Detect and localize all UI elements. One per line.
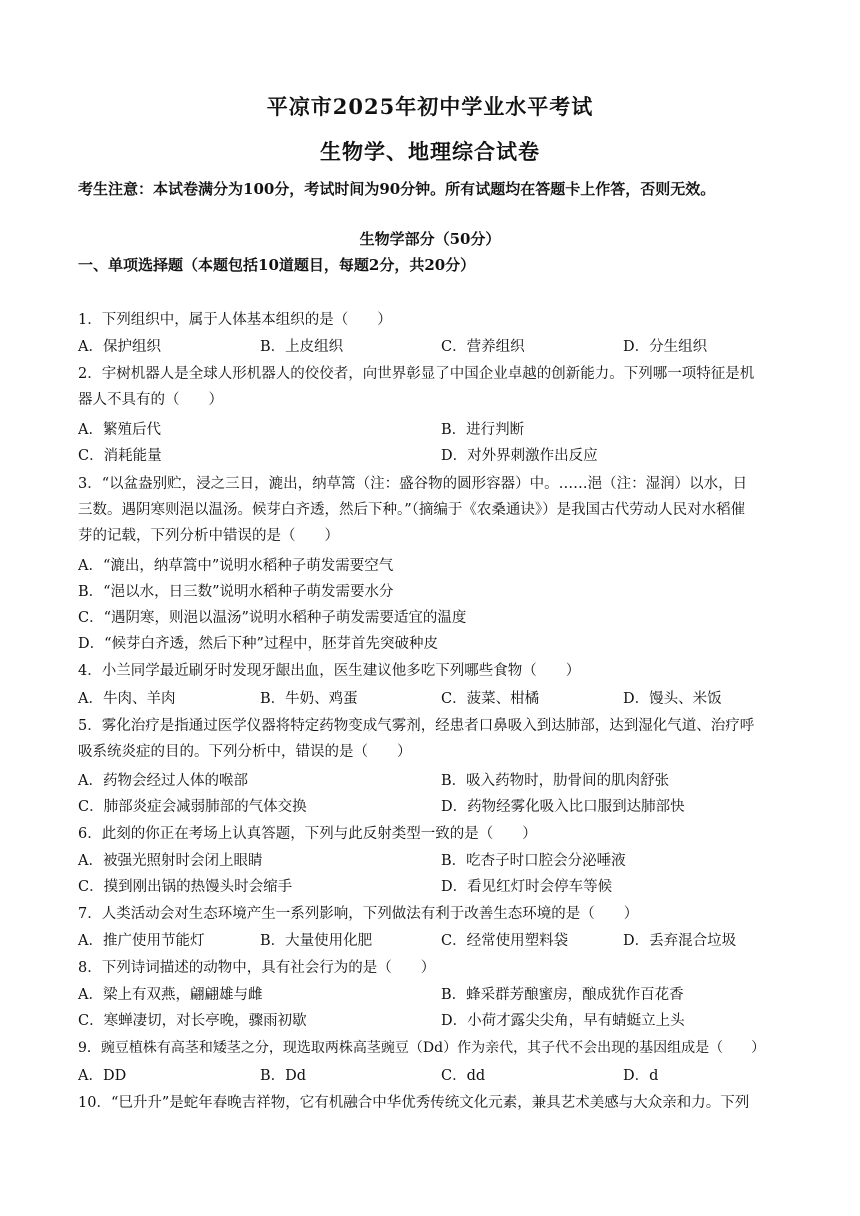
question-7-stem: 7．人类活动会对生态环境产生一系列影响，下列做法有利于改善生态环境的是（ ） — [78, 906, 639, 922]
question-8-option-a: A．梁上有双燕，翩翩雄与雌 — [78, 987, 263, 1003]
exam-notice: 考生注意：本试卷满分为100分，考试时间为90分钟。所有试题均在答题卡上作答，否则无效。 — [78, 180, 716, 198]
question-3-option-a: A．“漉出，纳草篙中”说明水稻种子萌发需要空气 — [78, 558, 394, 574]
question-9-option-a: A．DD — [78, 1068, 127, 1084]
question-8-option-b: B．蜂采群芳酿蜜房，酿成犹作百花香 — [441, 987, 684, 1003]
part-heading: 一、单项选择题（本题包括10道题目，每题2分，共20分） — [78, 256, 476, 274]
question-2-option-a: A．繁殖后代 — [78, 422, 161, 438]
question-7-option-d: D．丢弃混合垃圾 — [623, 933, 737, 949]
question-5-option-c: C．肺部炎症会减弱肺部的气体交换 — [78, 799, 307, 815]
question-8-option-d: D．小荷才露尖尖角，早有蜻蜓立上头 — [441, 1013, 685, 1029]
question-2-option-b: B．进行判断 — [441, 422, 525, 438]
question-5-option-b: B．吸入药物时，肋骨间的肌肉舒张 — [441, 773, 670, 789]
question-9-option-c: C．dd — [441, 1068, 486, 1084]
question-6-option-c: C．摸到刚出锅的热馒头时会缩手 — [78, 879, 293, 895]
question-6-option-b: B．吃杏子时口腔会分泌唾液 — [441, 853, 626, 869]
question-4-option-d: D．馒头、米饭 — [623, 691, 722, 707]
question-2-stem-line-2: 器人不具有的（ ） — [78, 392, 223, 408]
section-title: 生物学部分（50分） — [359, 230, 501, 248]
question-1-option-d: D．分生组织 — [623, 339, 708, 355]
question-7-option-b: B．大量使用化肥 — [260, 933, 373, 949]
question-3-option-d: D．“候芽白齐透，然后下种”过程中，胚芽首先突破种皮 — [78, 636, 438, 652]
question-4-option-b: B．牛奶、鸡蛋 — [260, 691, 358, 707]
question-3-stem-line-1: 3．“以盆盎别贮，浸之三日，漉出，纳草篙（注：盛谷物的圆形容器）中。……浥（注：湿润）以水，日 — [78, 476, 748, 492]
question-1-option-a: A．保护组织 — [78, 339, 161, 355]
question-6-option-a: A．被强光照射时会闭上眼睛 — [78, 853, 263, 869]
question-5-stem-line-1: 5．雾化治疗是指通过医学仪器将特定药物变成气雾剂，经患者口鼻吸入到达肺部，达到湿化气道、治疗呼 — [78, 718, 755, 734]
question-1-option-b: B．上皮组织 — [260, 339, 344, 355]
question-5-option-a: A．药物会经过人体的喉部 — [78, 773, 248, 789]
exam-subtitle: 生物学、地理综合试卷 — [320, 139, 540, 164]
question-4-stem: 4．小兰同学最近刷牙时发现牙龈出血，医生建议他多吃下列哪些食物（ ） — [78, 663, 581, 679]
question-3-stem-line-2: 三数。遇阴寒则浥以温汤。候芽白齐透，然后下种。”（摘编于《农桑通诀》）是我国古代劳动人民对水稻催 — [78, 502, 746, 518]
question-3-stem-line-3: 芽的记载，下列分析中错误的是（ ） — [78, 528, 339, 544]
question-5-stem-line-2: 吸系统炎症的目的。下列分析中，错误的是（ ） — [78, 744, 412, 760]
question-5-option-d: D．药物经雾化吸入比口服到达肺部快 — [441, 799, 685, 815]
question-6-stem: 6．此刻的你正在考场上认真答题，下列与此反射类型一致的是（ ） — [78, 826, 537, 842]
question-3-option-c: C．“遇阴寒，则浥以温汤”说明水稻种子萌发需要适宜的温度 — [78, 610, 467, 626]
question-1-option-c: C．营养组织 — [441, 339, 525, 355]
exam-title: 平凉市2025年初中学业水平考试 — [266, 94, 594, 119]
question-2-stem-line-1: 2．宇树机器人是全球人形机器人的佼佼者，向世界彰显了中国企业卓越的创新能力。下列哪一项特征是机 — [78, 366, 755, 382]
question-7-option-c: C．经常使用塑料袋 — [441, 933, 569, 949]
question-2-option-d: D．对外界刺激作出反应 — [441, 448, 598, 464]
question-6-option-d: D．看见红灯时会停车等候 — [441, 879, 613, 895]
question-9-option-d: D．d — [623, 1068, 659, 1084]
question-8-stem: 8．下列诗词描述的动物中，具有社会行为的是（ ） — [78, 960, 436, 976]
question-10-stem: 10．“巳升升”是蛇年春晚吉祥物，它有机融合中华优秀传统文化元素，兼具艺术美感与大众亲和力。下列 — [78, 1095, 750, 1111]
question-9-stem: 9．豌豆植株有高茎和矮茎之分，现选取两株高茎豌豆（Dd）作为亲代，其子代不会出现的基因组成是（ ） — [78, 1040, 766, 1056]
question-8-option-c: C．寒蝉凄切，对长亭晚，骤雨初歇 — [78, 1013, 307, 1029]
question-3-option-b: B．“浥以水，日三数”说明水稻种子萌发需要水分 — [78, 584, 394, 600]
question-7-option-a: A．推广使用节能灯 — [78, 933, 205, 949]
question-9-option-b: B．Dd — [260, 1068, 307, 1084]
question-4-option-a: A．牛肉、羊肉 — [78, 691, 176, 707]
question-1-stem: 1．下列组织中，属于人体基本组织的是（ ） — [78, 312, 392, 328]
question-4-option-c: C．菠菜、柑橘 — [441, 691, 540, 707]
question-2-option-c: C．消耗能量 — [78, 448, 162, 464]
